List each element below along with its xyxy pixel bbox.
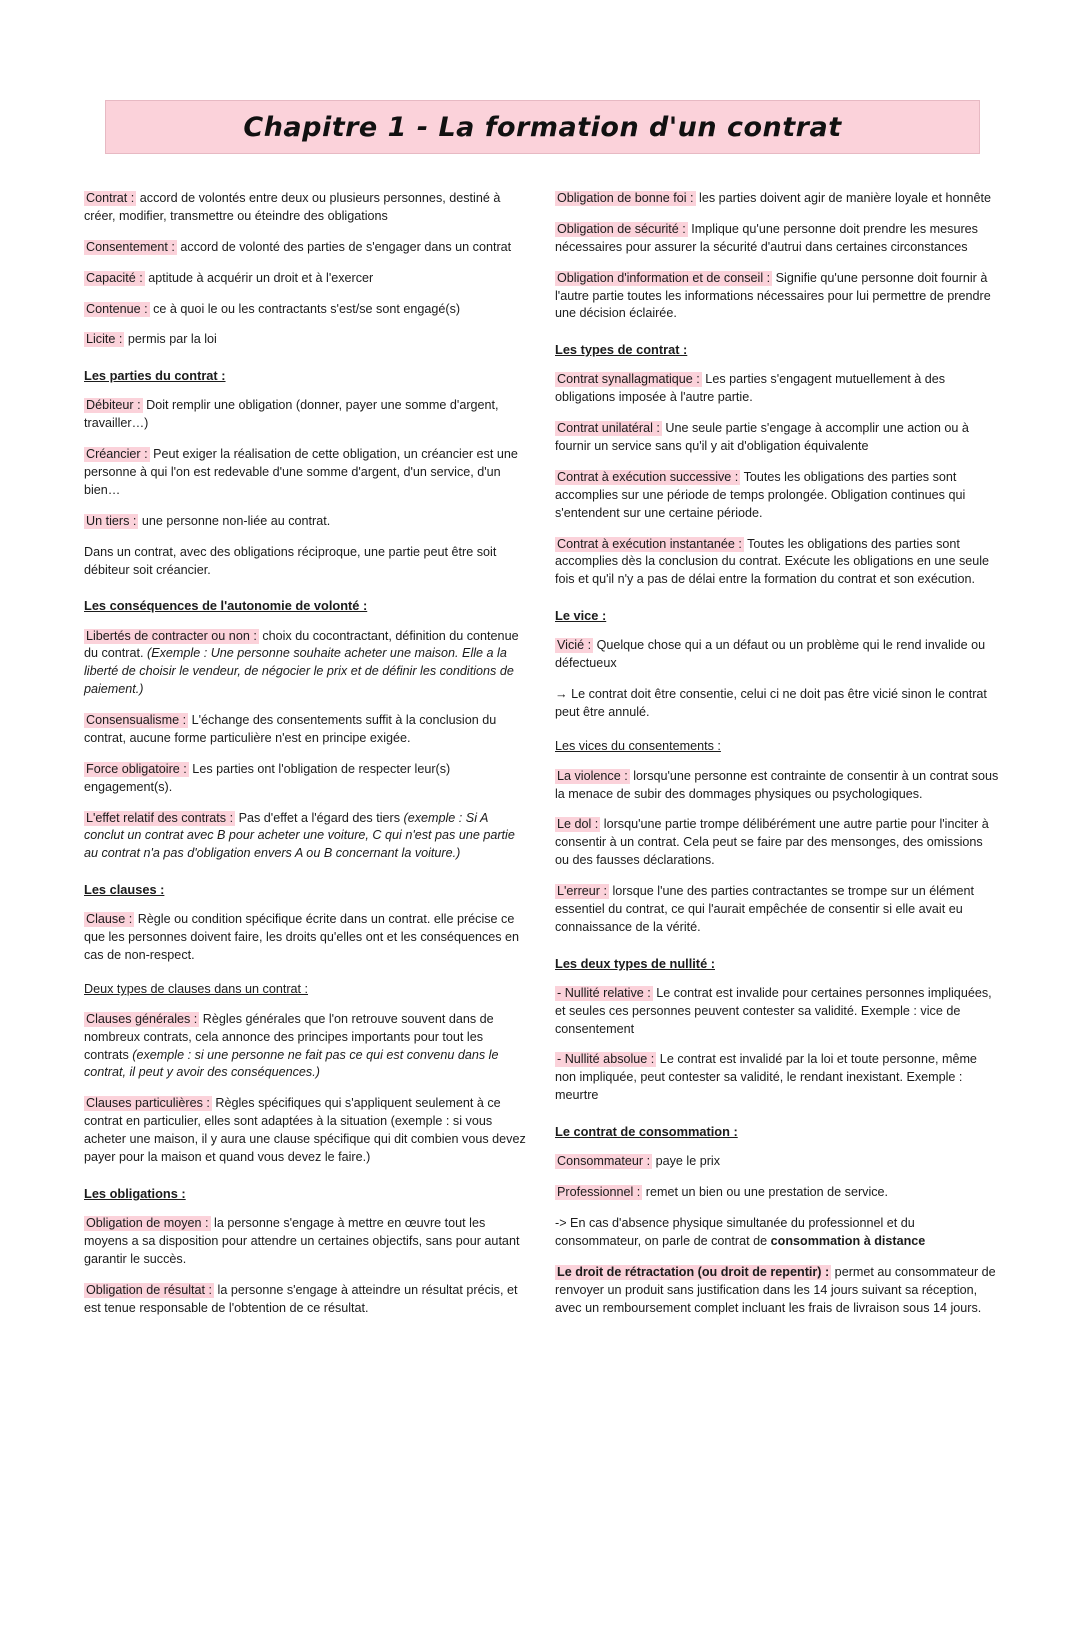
effet-relatif-des-contrats-example: (exemple : Si A conclut un contrat avec B pour acheter une voiture, C qui n'est pas une partie au contrat n'a pas d'obligation envers A ou B concernant la voiture.): [84, 810, 515, 861]
obligation-de-moyen-definition: la personne s'engage à mettre en œuvre tout les moyens a sa disposition pour attendre un certaines objectifs, sans pour autant garantir le succès.: [84, 1216, 520, 1266]
obligation-de-moyen-term: Obligation de moyen :: [86, 1216, 209, 1230]
la-violence: [555, 768, 1000, 804]
note-consommation-a-distance-emphasis: consommation à distance: [770, 1233, 926, 1248]
contrat-execution-instantanee-definition: Toutes les obligations des parties sont accomplies dès la conclusion du contrat. Exécute les obligations en une seule fois et qu'il n'y a pas de délai entre la formation du contrat et son exécution.: [555, 536, 990, 587]
obligation-de-resultat-definition: la personne s'engage à atteindre un résultat précis, et est tenue responsable de l'obtention de ce résultat.: [84, 1282, 518, 1315]
obligation-information-conseil: [555, 270, 1000, 324]
les-types-de-contrat-text: Les types de contrat :: [555, 342, 688, 358]
clause-definition: Règle ou condition spécifique écrite dans un contrat. elle précise ce que les personnes doivent faire, les droits qu'elles ont et les conséquences en cas de non-respect.: [84, 912, 520, 963]
contrat-execution-successive: [555, 469, 1000, 523]
clauses-generales-example: (exemple : si une personne ne fait pas ce qui est convenu dans le contrat, il peut y avoir des conséquences.): [84, 1047, 499, 1080]
le-contrat-de-consommation-text: Le contrat de consommation :: [555, 1124, 738, 1140]
l-erreur-definition: lorsque l'une des parties contractantes se trompe sur un élément essentiel du contrat, ce qui l'aurait empêchée de consentir si elle avait eu connaissance de la vérité.: [555, 884, 975, 934]
les-vices-du-consentement: [555, 738, 1000, 756]
obligation-information-conseil-definition: Signifie qu'une personne doit fournir à l'autre partie toutes les informations nécessaires pour lui permettre de prendre une décision éclairée.: [555, 270, 991, 321]
consequences-autonomie-volonte-text: Les conséquences de l'autonomie de volonté :: [84, 598, 368, 614]
contrat-term: Contrat :: [86, 191, 135, 205]
droit-de-retractation-definition: permet au consommateur de renvoyer un produit sans justification dans les 14 jours suivant sa réception, avec un remboursement complet incluant les frais de livraison sous 14 jours.: [555, 1264, 996, 1315]
deux-types-de-clauses-text: Deux types de clauses dans un contrat :: [84, 981, 309, 996]
obligation-de-bonne-foi-definition: les parties doivent agir de manière loyale et honnête: [695, 191, 991, 205]
licite: [84, 331, 529, 349]
contrat-execution-successive-term: Contrat à exécution successive :: [557, 469, 739, 484]
force-obligatoire-definition: Les parties ont l'obligation de respecter leur(s) engagement(s).: [84, 761, 451, 794]
note-debiteur-creancier: [84, 544, 529, 580]
le-vice-text: Le vice :: [555, 608, 607, 624]
obligation-information-conseil-term: Obligation d'information et de conseil :: [557, 270, 771, 285]
le-contrat-de-consommation: [555, 1123, 1000, 1141]
un-tiers: [84, 513, 529, 531]
vicie: [555, 637, 1000, 673]
effet-relatif-des-contrats-term: L'effet relatif des contrats :: [86, 810, 234, 825]
consentement-term: Consentement :: [86, 239, 175, 254]
consommateur: [555, 1153, 1000, 1171]
force-obligatoire: [84, 761, 529, 797]
licite-definition: permis par la loi: [124, 332, 217, 347]
creancier: [84, 446, 529, 500]
clauses-generales-term: Clauses générales :: [86, 1011, 198, 1026]
nullite-relative: [555, 985, 1000, 1039]
obligation-de-securite-definition: Implique qu'une personne doit prendre les mesures nécessaires pour assurer la sécurité d'autrui dans certaines circonstances: [555, 221, 978, 254]
libertes-de-contracter-definition: choix du cocontractant, définition du contenue du contrat.: [84, 628, 519, 661]
clauses-generales: [84, 1011, 529, 1083]
notes-page: [0, 100, 1080, 1627]
professionnel: [555, 1184, 1000, 1202]
consequences-autonomie-volonte: [84, 597, 529, 615]
les-obligations-text: Les obligations :: [84, 1185, 186, 1201]
professionnel-term: Professionnel :: [557, 1185, 641, 1200]
right-column: [555, 190, 1000, 1330]
nullite-absolue-definition: Le contrat est invalidé par la loi et toute personne, même non impliquée, peut contester sa validité, le rendant inexistant. Exemple : meurtre: [555, 1052, 977, 1103]
consentement-definition: accord de volonté des parties de s'engager dans un contrat: [176, 239, 512, 254]
le-vice: [555, 607, 1000, 625]
professionnel-definition: remet un bien ou une prestation de service.: [642, 1185, 889, 1200]
force-obligatoire-term: Force obligatoire :: [86, 761, 187, 776]
un-tiers-definition: une personne non-liée au contrat.: [138, 513, 331, 528]
contrat-execution-instantanee: [555, 536, 1000, 590]
vicie-definition: Quelque chose qui a un défaut ou un problème qui le rend invalide ou défectueux: [555, 638, 986, 671]
capacite-definition: aptitude à acquérir un droit et à l'exercer: [144, 270, 374, 285]
la-violence-term: La violence :: [557, 768, 628, 783]
les-deux-types-de-nullite-text: Les deux types de nullité :: [555, 955, 715, 971]
licite-term: Licite :: [86, 332, 123, 347]
les-parties-du-contrat: [84, 367, 529, 385]
nullite-relative-definition: Le contrat est invalide pour certaines personnes impliquées, et seules ces personnes peuvent contester sa validité. Exemple : vice de consentement: [555, 985, 992, 1036]
clauses-particulieres-definition: Règles spécifiques qui s'appliquent seulement à ce contrat en particulier, elles sont adaptées à la situation (exemple : si vous acheter une maison, il y aura une clause spécifique qui dit combien vous devez payer pour la maison et quand vous devez le faire.): [84, 1096, 526, 1164]
note-debiteur-creancier-text: Dans un contrat, avec des obligations réciproque, une partie peut être soit débiteur soit créancier.: [84, 544, 497, 577]
consensualisme-definition: L'échange des consentements suffit à la conclusion du contrat, aucune forme particulière n'est en principe exigée.: [84, 713, 497, 745]
debiteur: [84, 397, 529, 433]
note-consommation-a-distance-text: -> En cas d'absence physique simultanée du professionnel et du consommateur, on parle de contrat de: [555, 1216, 915, 1248]
clauses-particulieres: [84, 1095, 529, 1167]
contrat-unilateral-term: Contrat unilatéral :: [557, 421, 660, 436]
debiteur-definition: Doit remplir une obligation (donner, payer une somme d'argent, travailler…): [84, 398, 499, 431]
consommateur-term: Consommateur :: [557, 1154, 651, 1169]
effet-relatif-des-contrats-definition: Pas d'effet a l'égard des tiers: [235, 810, 404, 825]
capacite: [84, 270, 529, 288]
libertes-de-contracter-example: (Exemple : Une personne souhaite acheter une maison. Elle a la liberté de choisir le vendeur, de négocier le prix et de définir les conditions de paiement.): [84, 646, 514, 697]
contrat-synallagmatique: [555, 371, 1000, 407]
left-column: [84, 190, 529, 1330]
page-title: Chapitre 1 - La formation d'un contrat: [243, 111, 842, 143]
droit-de-retractation: [555, 1264, 1000, 1318]
droit-de-retractation-term: Le droit de rétractation (ou droit de repentir) :: [557, 1264, 830, 1279]
consentement: [84, 239, 529, 257]
le-dol-definition: lorsqu'une partie trompe délibérément une autre partie pour l'inciter à consentir à un contrat. Cela peut se faire par des mensonges, des omissions ou des fausses déclarations.: [555, 817, 989, 868]
contrat-synallagmatique-definition: Les parties s'engagent mutuellement à des obligations imposée à l'autre partie.: [555, 372, 946, 405]
capacite-term: Capacité :: [86, 270, 143, 285]
contrat-unilateral-definition: Une seule partie s'engage à accomplir une action ou à fournir un service sans qu'il y ait d'obligation équivalente: [555, 421, 969, 454]
debiteur-term: Débiteur :: [86, 398, 141, 413]
consensualisme-term: Consensualisme :: [86, 713, 187, 728]
consensualisme: [84, 712, 529, 748]
clauses-generales-definition: Règles générales que l'on retrouve souvent dans de nombreux contrats, cela annonce des principes importants pour tout les contrats: [84, 1011, 494, 1062]
contenue-definition: ce à quoi le ou les contractants s'est/se sont engagé(s): [149, 301, 461, 316]
clause: [84, 911, 529, 965]
obligation-de-resultat: [84, 1282, 529, 1318]
obligation-de-securite-term: Obligation de sécurité :: [557, 221, 686, 236]
le-dol-term: Le dol :: [557, 817, 599, 832]
contrat-definition: accord de volontés entre deux ou plusieurs personnes, destiné à créer, modifier, transmettre ou éteindre des obligations: [84, 191, 501, 223]
content-columns: [84, 190, 1002, 1330]
effet-relatif-des-contrats: [84, 810, 529, 864]
l-erreur: [555, 883, 1000, 937]
contrat-execution-successive-definition: Toutes les obligations des parties sont accomplies sur une période de temps prolongée. Obligation continues qui s'entendent sur une certaine période.: [555, 469, 966, 520]
vicie-term: Vicié :: [557, 638, 592, 653]
creancier-term: Créancier :: [86, 447, 148, 462]
clauses-particulieres-term: Clauses particulières :: [86, 1096, 210, 1111]
les-deux-types-de-nullite: [555, 955, 1000, 973]
contrat: [84, 190, 529, 226]
clause-term: Clause :: [86, 912, 133, 927]
les-vices-du-consentement-text: Les vices du consentements :: [555, 738, 721, 753]
contenue: [84, 301, 529, 319]
obligation-de-moyen: [84, 1215, 529, 1269]
contrat-unilateral: [555, 420, 1000, 456]
l-erreur-term: L'erreur :: [557, 884, 607, 899]
contrat-synallagmatique-term: Contrat synallagmatique :: [557, 372, 700, 387]
note-contrat-consenti-text: → Le contrat doit être consentie, celui ci ne doit pas être vicié sinon le contrat peut être annulé.: [555, 687, 987, 719]
obligation-de-resultat-term: Obligation de résultat :: [86, 1282, 213, 1297]
creancier-definition: Peut exiger la réalisation de cette obligation, un créancier est une personne à qui l'on est redevable d'une somme d'argent, d'un service, d'un bien…: [84, 447, 518, 497]
nullite-relative-term: - Nullité relative :: [557, 985, 651, 1000]
contrat-execution-instantanee-term: Contrat à exécution instantanée :: [557, 536, 742, 551]
les-obligations: [84, 1185, 529, 1203]
libertes-de-contracter: [84, 628, 529, 700]
obligation-de-bonne-foi-term: Obligation de bonne foi :: [557, 191, 694, 205]
les-types-de-contrat: [555, 341, 1000, 359]
contenue-term: Contenue :: [86, 301, 148, 316]
les-clauses-text: Les clauses :: [84, 882, 165, 898]
un-tiers-term: Un tiers :: [86, 513, 137, 528]
le-dol: [555, 816, 1000, 870]
nullite-absolue-term: - Nullité absolue :: [557, 1052, 655, 1067]
obligation-de-bonne-foi: [555, 190, 1000, 208]
la-violence-definition: lorsqu'une personne est contrainte de consentir à un contrat sous la menace de subir des dommages physiques ou psychologiques.: [555, 768, 999, 801]
consommateur-definition: paye le prix: [652, 1154, 720, 1169]
deux-types-de-clauses: [84, 981, 529, 999]
note-contrat-consenti: [555, 686, 1000, 722]
les-clauses: [84, 881, 529, 899]
chapter-title-banner: [105, 100, 980, 154]
obligation-de-securite: [555, 221, 1000, 257]
libertes-de-contracter-term: Libertés de contracter ou non :: [86, 628, 257, 643]
nullite-absolue: [555, 1051, 1000, 1105]
note-consommation-a-distance: [555, 1215, 1000, 1251]
les-parties-du-contrat-text: Les parties du contrat :: [84, 368, 226, 384]
